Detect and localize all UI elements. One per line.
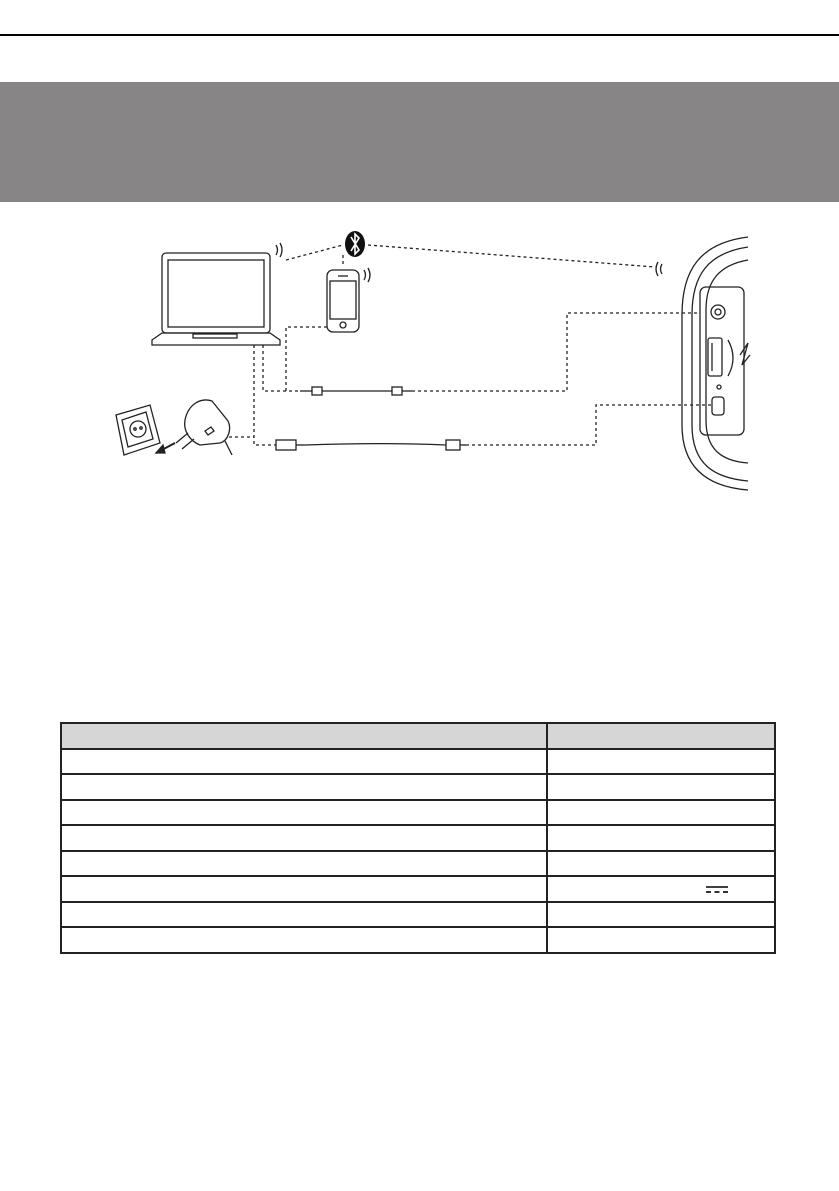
table-row: [61, 774, 775, 800]
table-row: [61, 876, 775, 902]
table-cell: [547, 749, 775, 775]
speaker-icon: [682, 237, 750, 490]
power-adapter-icon: [176, 400, 232, 455]
aux-cable-icon: [300, 387, 412, 395]
bluetooth-icon: [345, 231, 365, 257]
dc-current-symbol-icon: [706, 885, 728, 894]
table-cell: [547, 800, 775, 826]
table-header-cell: [547, 723, 775, 749]
table-row: [61, 927, 775, 953]
table-cell: [61, 876, 547, 902]
smartphone-icon: [327, 270, 359, 332]
table-row: [61, 800, 775, 826]
wall-outlet-icon: [116, 405, 160, 455]
table-cell: [547, 774, 775, 800]
table-header-row: [61, 723, 775, 749]
table-cell: [61, 902, 547, 928]
table-row: [61, 851, 775, 877]
laptop-icon: [152, 253, 280, 345]
table-cell: [61, 749, 547, 775]
phone-wireless-icon: [364, 268, 370, 282]
table-header-cell: [61, 723, 547, 749]
table-cell: [547, 876, 775, 902]
table-cell: [61, 825, 547, 851]
specifications-table: [60, 722, 776, 954]
table-cell: [547, 927, 775, 953]
table-row: [61, 902, 775, 928]
table-cell: [61, 851, 547, 877]
usb-cable-icon: [276, 440, 466, 450]
table-cell: [547, 851, 775, 877]
table-row: [61, 749, 775, 775]
table-cell: [61, 774, 547, 800]
laptop-wireless-icon: [276, 243, 282, 257]
connection-diagram: [0, 215, 839, 505]
speaker-wireless-icon: [656, 262, 662, 276]
table-cell: [61, 927, 547, 953]
top-rule: [0, 34, 839, 36]
table-cell: [547, 825, 775, 851]
table-row: [61, 825, 775, 851]
table-cell: [547, 902, 775, 928]
table-cell: [61, 800, 547, 826]
section-banner: [0, 82, 839, 202]
